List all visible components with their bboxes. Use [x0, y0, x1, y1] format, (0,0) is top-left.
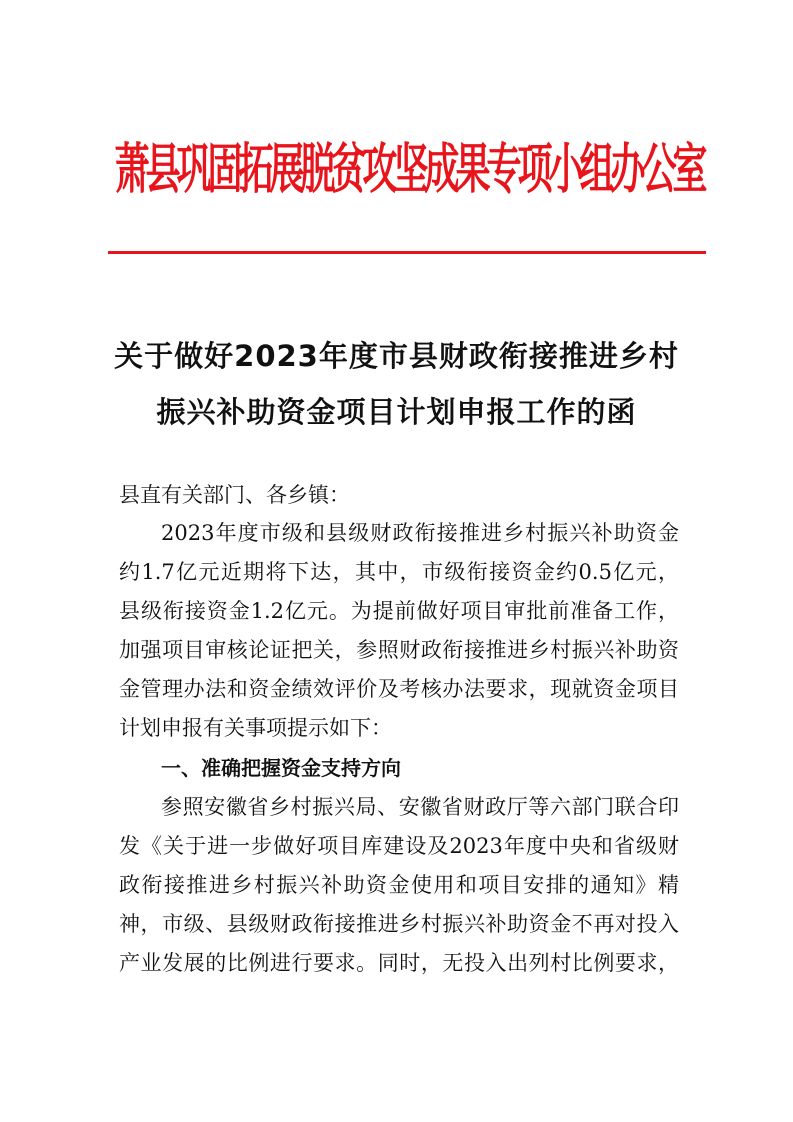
- paragraph-1-line-3: 县级衔接资金1.2亿元。为提前做好项目审批前准备工作，: [119, 599, 679, 623]
- letterhead-divider: [108, 251, 706, 254]
- paragraph-2-line-3: 政衔接推进乡村振兴补助资金使用和项目安排的通知》精: [119, 873, 679, 897]
- document-title-line-2: 振兴补助资金项目计划申报工作的函: [156, 395, 637, 429]
- salutation: 县直有关部门、各乡镇：: [119, 483, 350, 507]
- paragraph-2-line-2: 发《关于进一步做好项目库建设及2023年度中央和省级财: [119, 834, 679, 858]
- paragraph-1-line-4: 加强项目审核论证把关，参照财政衔接推进乡村振兴补助资: [119, 638, 679, 662]
- section-1-heading: 一、准确把握资金支持方向: [161, 756, 401, 780]
- paragraph-2-line-5: 产业发展的比例进行要求。同时，无投入出列村比例要求，: [119, 951, 679, 975]
- paragraph-1-line-5: 金管理办法和资金绩效评价及考核办法要求，现就资金项目: [119, 677, 679, 701]
- paragraph-2-line-4: 神，市级、县级财政衔接推进乡村振兴补助资金不再对投入: [119, 912, 679, 936]
- paragraph-1-line-1: 2023年度市级和县级财政衔接推进乡村振兴补助资金: [161, 521, 679, 545]
- paragraph-1-line-2: 约1.7亿元近期将下达，其中，市级衔接资金约0.5亿元，: [119, 560, 679, 584]
- paragraph-2-line-1: 参照安徽省乡村振兴局、安徽省财政厅等六部门联合印: [161, 795, 679, 819]
- letterhead: [110, 118, 708, 214]
- paragraph-1-line-6: 计划申报有关事项提示如下：: [119, 716, 392, 740]
- document-title-line-1: 关于做好2023年度市县财政衔接推进乡村: [114, 339, 679, 373]
- letterhead-issuer: 萧县巩固拓展脱贫攻坚成果专项小组办公室: [114, 139, 704, 202]
